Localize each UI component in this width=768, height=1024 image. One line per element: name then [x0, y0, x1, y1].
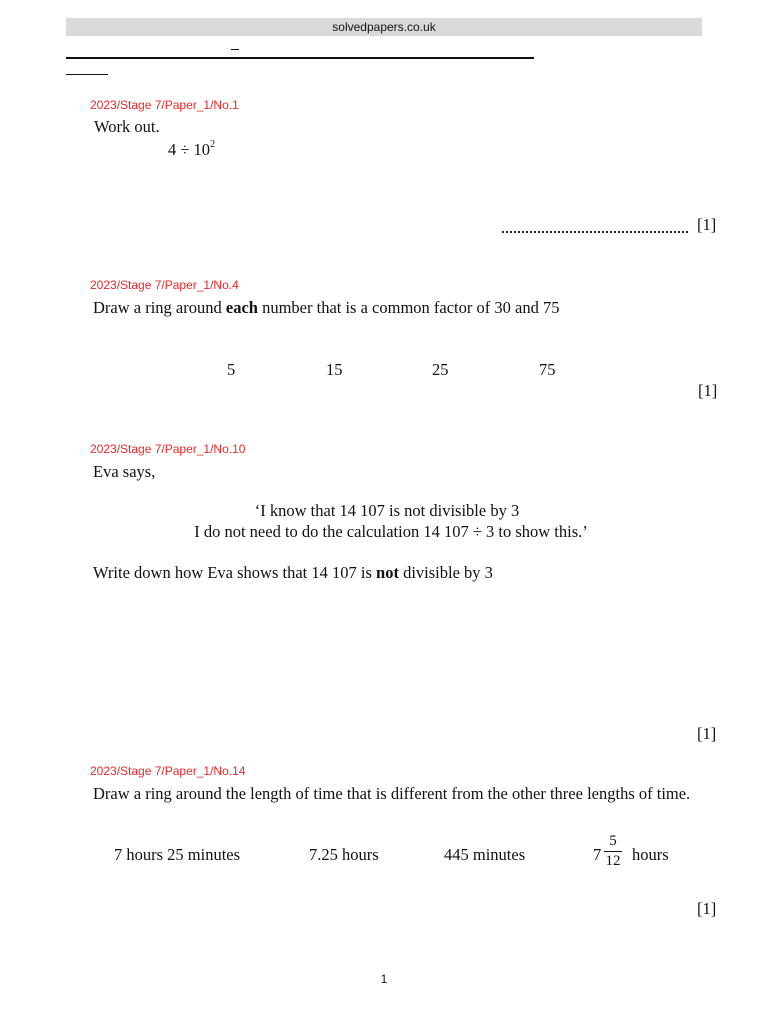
q14-mark: [1] — [697, 899, 717, 918]
q1-mark: [1] — [697, 215, 717, 234]
q14-reference: 2023/Stage 7/Paper_1/No.14 — [90, 764, 246, 778]
q14-option-4-unit: hours — [632, 845, 669, 864]
q4-mark: [1] — [698, 381, 718, 400]
q14-option-4-fraction[interactable] — [603, 833, 623, 870]
q14-fraction-bar — [604, 851, 622, 852]
short-line — [66, 74, 108, 75]
name-line — [66, 57, 534, 59]
q1-expression: $4 \div 10^2$ — [168, 138, 216, 159]
q14-fraction-denominator: 12 — [605, 853, 621, 869]
q10-mark: [1] — [697, 724, 717, 743]
header-dash — [231, 49, 239, 50]
q1-reference: 2023/Stage 7/Paper_1/No.1 — [90, 98, 239, 112]
q14-option-3[interactable]: 445 minutes — [444, 845, 526, 864]
q14-fraction-numerator: 5 — [609, 833, 617, 849]
page-number: 1 — [380, 972, 388, 986]
q4-option-25[interactable]: 25 — [432, 360, 449, 379]
q4-option-75[interactable]: 75 — [539, 360, 556, 379]
q10-quote-line2: I do not need to do the calculation 14 107 ÷ 3 to show this.’ — [194, 522, 588, 541]
q4-option-5[interactable]: 5 — [227, 360, 236, 379]
site-header: solvedpapers.co.uk — [66, 18, 702, 36]
q14-option-4-whole[interactable]: 7 — [593, 845, 602, 864]
q4-option-15[interactable]: 15 — [326, 360, 343, 379]
q10-quote-line1: ‘I know that 14 107 is not divisible by 3 — [254, 501, 520, 520]
q10-intro: Eva says, — [93, 462, 156, 481]
q14-prompt: Draw a ring around the length of time that is different from the other three lengths of time. — [93, 784, 691, 803]
q1-prompt: Work out. — [94, 117, 160, 136]
q14-option-2[interactable]: 7.25 hours — [309, 845, 379, 864]
q4-reference: 2023/Stage 7/Paper_1/No.4 — [90, 278, 239, 292]
q14-option-1[interactable]: 7 hours 25 minutes — [114, 845, 241, 864]
q10-reference: 2023/Stage 7/Paper_1/No.10 — [90, 442, 246, 456]
q4-prompt: Draw a ring around each number that is a common factor of 30 and 75 — [93, 298, 560, 317]
q10-instruction: Write down how Eva shows that 14 107 is not divisible by 3 — [93, 563, 493, 582]
q1-answer-line[interactable] — [502, 231, 688, 233]
q1-exponent: 2 — [210, 138, 216, 150]
